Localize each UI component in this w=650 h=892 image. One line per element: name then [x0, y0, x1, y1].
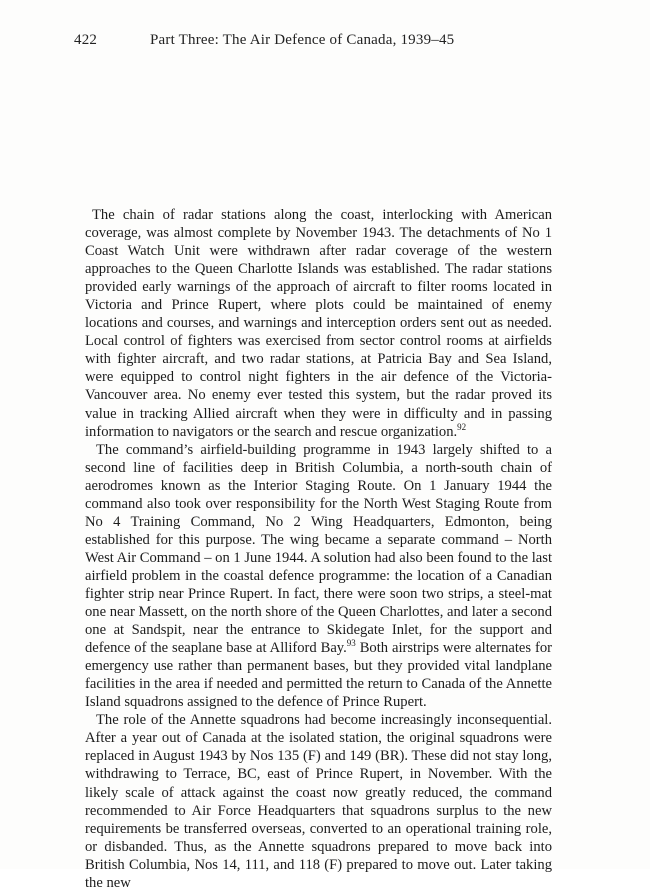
footnote-ref: 92 [457, 421, 467, 432]
chapter-title: Part Three: The Air Defence of Canada, 1939–45 [150, 32, 455, 48]
paragraph-annette-squadrons [85, 711, 552, 891]
page-number: 422 [74, 32, 98, 48]
paragraph-text: The role of the Annette squadrons had become increasingly inconsequential. After a year out of Canada at the isolated station, the original squadrons were replaced in August 1943 by Nos 135 (F) and 149 (BR). These did not stay long, withdrawing to Terrace, BC, east of Prince Rupert, in November. With the likely scale of attack against the coast now greatly reduced, the command recommended to Air Force Headquarters that squadrons surplus to the new requirements be transferred overseas, converted to an operational training role, or disbanded. Thus, as the Annette squadrons prepared to move back into British Columbia, Nos 14, 111, and 118 (F) prepared to move out. Later taking the new [85, 712, 552, 891]
paragraph-text: The chain of radar stations along the coast, interlocking with American coverage, was almost complete by November 1943. The detachments of No 1 Coast Watch Unit were withdrawn after radar coverage of the western approaches to the Queen Charlotte Islands was established. The radar stations provided early warnings of the approach of aircraft to filter rooms located in Victoria and Prince Rupert, where plots could be maintained of enemy locations and courses, and warnings and interception orders sent out as needed. Local control of fighters was exercised from sector control rooms at airfields with fighter aircraft, and two radar stations, at Patricia Bay and Sea Island, were equipped to control night fighters in the air defence of the Victoria-Vancouver area. No enemy ever tested this system, but the radar proved its value in tracking Allied aircraft when they were in difficulty and in passing information to navigators or the search and rescue organization. [85, 207, 552, 440]
paragraph-airfield-programme [85, 441, 552, 712]
footnote-ref: 93 [346, 638, 356, 649]
body-text [85, 206, 552, 892]
paragraph-text-continued: Both airstrips were alternates for emergency use rather than permanent bases, but they provided vital landplane facilities in the area if needed and permitted the return to Canada of the Annette Island squadrons assigned to the defence of Prince Rupert. [85, 640, 552, 711]
paragraph-radar-chain [85, 206, 552, 441]
paragraph-text: The command’s airfield-building programme in 1943 largely shifted to a second line of facilities deep in British Columbia, a north-south chain of aerodromes known as the Interior Staging Route. On 1 January 1944 the command also took over responsibility for the North West Staging Route from No 4 Training Command, No 2 Wing Headquarters, Edmonton, being established for this purpose. The wing became a separate command – North West Air Command – on 1 June 1944. A solution had also been found to the last airfield problem in the coastal defence programme: the location of a Canadian fighter strip near Prince Rupert. In fact, there were soon two strips, a steel-mat one near Massett, on the north shore of the Queen Charlottes, and later a second one at Sandspit, near the entrance to Skidegate Inlet, for the support and defence of the seaplane base at Alliford Bay. [85, 441, 552, 657]
running-head [74, 32, 494, 52]
